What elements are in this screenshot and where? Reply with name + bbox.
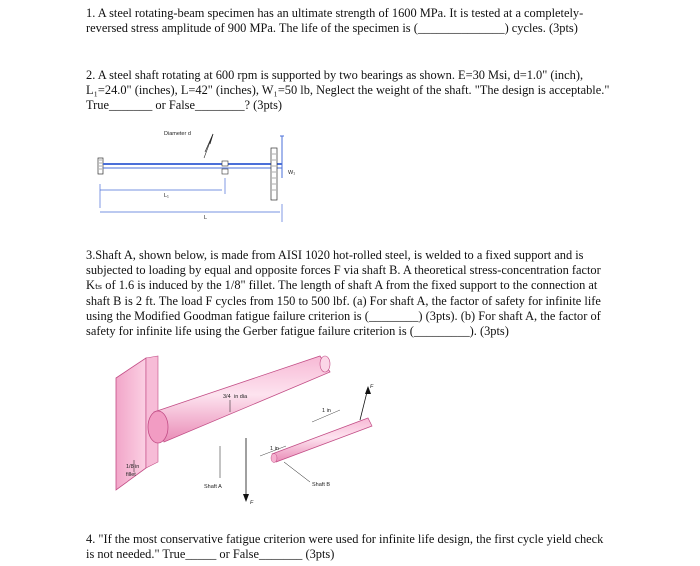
question-4 [86,532,646,562]
load-block [271,148,277,200]
shaft-a-fillet [148,411,168,443]
middle-bearing-top [222,161,228,166]
q1-line-1: 1. A steel rotating-beam specimen has an ultimate strength of 1600 MPa. It is tested at a completely- [86,6,584,20]
q3-line-3: Kₜₛ of 1.6 is induced by the 1/8" fillet. The length of shaft A from the fixed support to the connection at [86,278,598,293]
shaft-bearing-figure [86,128,316,230]
force-label-bottom: F [250,500,254,506]
shaft-bearing-diagram [86,128,316,230]
dim-1in-b-label: 1 in [270,446,279,452]
diameter-label: Diameter d [164,131,191,137]
q3-line-2: subjected to loading by equal and opposite forces F via shaft B. A theoretical stress-concentration factor [86,263,601,278]
shaft-a-label: Shaft A [204,484,222,490]
dia-label: in dia [234,394,248,400]
shaft-b-label: Shaft B [312,482,331,488]
l1-label: L₁ [164,193,169,199]
q2-line-2: L₁=24.0" (inches), L=42" (inches), W₁=50 lb, Neglect the weight of the shaft. "The design is acceptable." [86,83,610,98]
question-2 [86,68,646,114]
q3-line-5[interactable]: using the Modified Goodman fatigue failure criterion is (________) (3pts). (b) For shaft A, the factor of [86,308,601,323]
q1-line-2-text: reversed stress amplitude of 900 MPa. The life of the specimen is ( [86,21,418,36]
q4-line-1: 4. "If the most conservative fatigue criterion were used for infinite life design, the first cycle yield check [86,532,604,546]
q4-line-2[interactable]: is not needed." True_____ or False_______ (3pts) [86,547,335,562]
fillet-frac-label: 1/8 [126,464,134,470]
q3-line-6[interactable]: safety for infinite life using the Gerber fatigue failure criterion is (_________). (3pts) [86,324,509,339]
question-3 [86,248,646,339]
dim-1in-label: 1 in [322,408,331,414]
welded-shaft-diagram [110,350,390,520]
w1-label: W₁ [288,170,296,176]
welded-shaft-figure [110,350,390,520]
q1-answer-blank[interactable]: ______________ [417,21,505,36]
fillet-label: fillet [126,472,136,478]
question-1 [86,6,646,36]
q2-line-3[interactable]: True_______ or False________? (3pts) [86,98,283,113]
l-label: L [204,215,208,221]
middle-bearing-bottom [222,169,228,174]
fillet-unit-label: in [135,464,140,470]
shaft-b [272,418,372,462]
fixed-support [116,358,146,490]
q1-line-2 [86,21,646,36]
q2-line-1: 2. A steel shaft rotating at 600 rpm is supported by two bearings as shown. E=30 Msi, d=1.0" (inch), [86,68,584,82]
force-label-top: F [370,384,374,390]
shaft-b-leader [284,462,310,482]
q1-line-2-end: ) cycles. (3pts) [504,21,578,36]
q3-line-4: shaft B is 2 ft. The load F cycles from 150 to 500 lbf. (a) For shaft A, the factor of safety for infinite life [86,293,601,308]
dia-frac-label: 3/4 [223,394,231,400]
q3-line-1: 3.Shaft A, shown below, is made from AISI 1020 hot-rolled steel, is welded to a fixed support and is [86,248,584,262]
